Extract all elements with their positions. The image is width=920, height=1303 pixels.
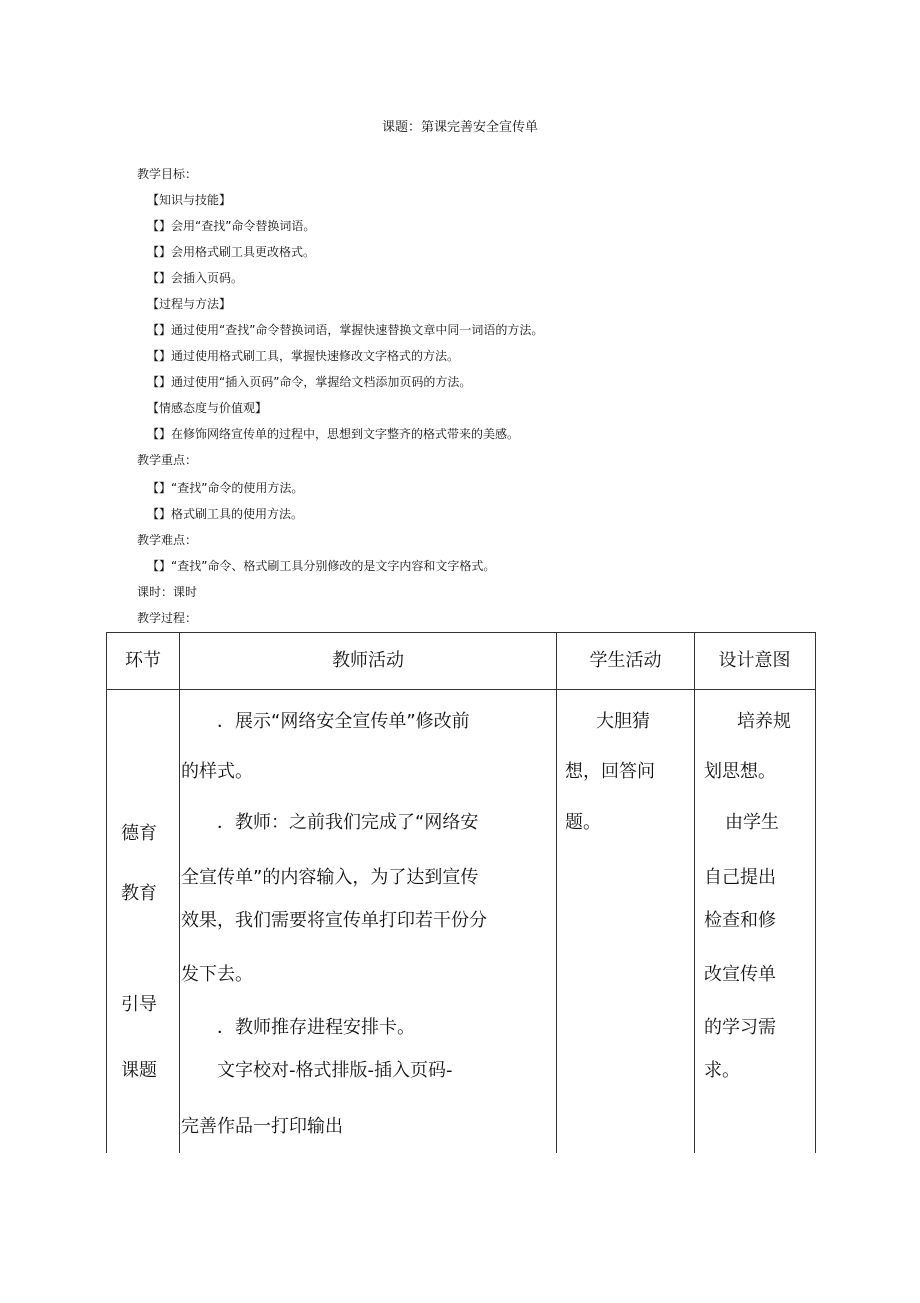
- doc-line: 【】会用“查找”命令替换词语。: [147, 219, 316, 233]
- column-divider: [179, 633, 180, 1153]
- teacher-activity-line: 的样式。: [181, 761, 253, 782]
- student-activity-line: 题。: [565, 812, 601, 833]
- design-intent-line: 划思想。: [704, 761, 776, 782]
- header-teacher-activity: 教师活动: [332, 650, 404, 671]
- teacher-activity-line: 发下去。: [181, 964, 253, 985]
- teacher-activity-line: 文字校对-格式排版-插入页码-: [217, 1060, 453, 1081]
- teacher-activity-line: ．教师：之前我们完成了“网络安: [217, 812, 479, 833]
- design-intent-line: 的学习需: [704, 1017, 776, 1038]
- header-stage: 环节: [125, 650, 161, 671]
- design-intent-line: 求。: [704, 1060, 740, 1081]
- doc-line: 课时：课时: [137, 585, 198, 599]
- teacher-activity-line: 完善作品一打印输出: [181, 1116, 343, 1137]
- doc-line: 【知识与技能】: [147, 193, 232, 207]
- header-design-intent: 设计意图: [718, 650, 791, 671]
- doc-line: 教学过程：: [137, 611, 198, 625]
- doc-line: 教学难点：: [137, 533, 198, 547]
- design-intent-line: 检查和修: [704, 910, 776, 931]
- doc-line: 【情感态度与价值观】: [147, 401, 268, 415]
- teacher-activity-line: 效果，我们需要将宣传单打印若干份分: [181, 910, 487, 931]
- student-activity-line: 大胆猜: [596, 711, 650, 732]
- doc-line: 【】在修饰网络宣传单的过程中，思想到文字整齐的格式带来的美感。: [147, 427, 520, 441]
- doc-line: 【】格式刷工具的使用方法。: [147, 507, 304, 521]
- teacher-activity-line: ．教师推存进程安排卡。: [217, 1017, 415, 1038]
- stage-text: 教育: [121, 883, 157, 904]
- student-activity-line: 想，回答问: [565, 761, 655, 782]
- doc-line: 【】会用格式刷工具更改格式。: [147, 245, 316, 259]
- doc-line: 【】通过使用“插入页码”命令，掌握给文档添加页码的方法。: [147, 375, 472, 389]
- header-divider: [107, 689, 815, 690]
- column-divider: [556, 633, 557, 1153]
- process-table: [106, 632, 816, 1153]
- column-divider: [694, 633, 695, 1153]
- doc-line: 【】会插入页码。: [147, 271, 244, 285]
- doc-line: 【】“查找”命令、格式刷工具分别修改的是文字内容和文字格式。: [147, 559, 496, 573]
- design-intent-line: 改宣传单: [704, 964, 776, 985]
- teacher-activity-line: 全宣传单”的内容输入，为了达到宣传: [181, 867, 479, 888]
- teacher-activity-line: ．展示“网络安全宣传单”修改前: [217, 711, 470, 732]
- stage-text: 引导: [121, 994, 157, 1015]
- doc-line: 【】通过使用“查找”命令替换词语，掌握快速替换文章中同一词语的方法。: [147, 323, 544, 337]
- stage-text: 课题: [121, 1060, 157, 1081]
- lesson-title: 课题：第课完善安全宣传单: [381, 120, 538, 135]
- doc-line: 教学重点：: [137, 453, 198, 467]
- design-intent-line: 培养规: [737, 711, 791, 732]
- header-student-activity: 学生活动: [589, 650, 662, 671]
- stage-text: 德育: [121, 823, 157, 844]
- design-intent-line: 自己提出: [704, 867, 776, 888]
- doc-line: 教学目标：: [137, 167, 198, 181]
- doc-line: 【】“查找”命令的使用方法。: [147, 481, 304, 495]
- doc-line: 【】通过使用格式刷工具，掌握快速修改文字格式的方法。: [147, 349, 460, 363]
- design-intent-line: 由学生: [725, 812, 779, 833]
- doc-line: 【过程与方法】: [147, 297, 232, 311]
